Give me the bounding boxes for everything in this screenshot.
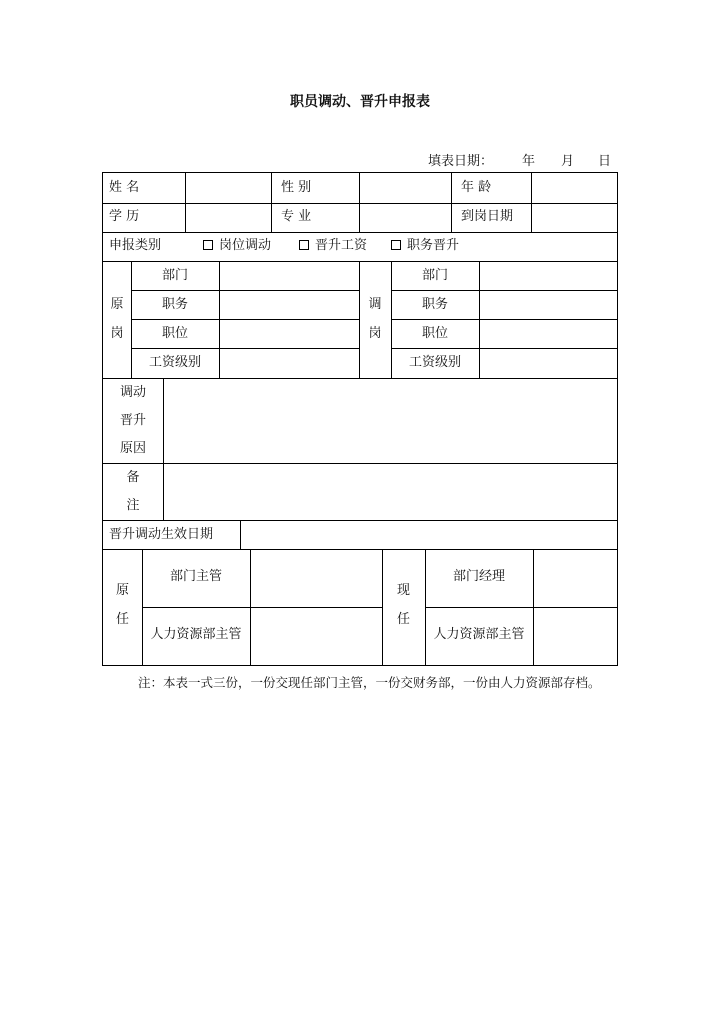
former-manager-label: 部门主管 [169,569,222,584]
checkbox-icon[interactable] [203,240,213,250]
education-label: 学 历 [109,209,140,224]
reason-label-3: 原因 [119,441,146,456]
effective-date-label: 晋升调动生效日期 [109,527,214,542]
option-salary-promotion[interactable]: 晋升工资 [299,238,367,254]
major-label: 专 业 [281,209,312,224]
current-manager-label: 部门经理 [452,569,505,584]
former-label-2: 任 [115,612,129,627]
age-label: 年 龄 [461,180,492,195]
reason-label-1: 调动 [119,385,146,400]
fill-date-label: 填表日期： [428,154,494,169]
original-post-label-1: 原 [110,297,124,312]
new-duty-label: 职务 [421,297,448,312]
remark-label-1: 备 [126,470,140,485]
gender-label: 性 别 [281,180,312,195]
original-dept-label: 部门 [161,268,188,283]
date-year-label: 年 [522,154,536,169]
reason-label-2: 晋升 [119,413,146,428]
option-title-promotion[interactable]: 职务晋升 [391,238,459,254]
checkbox-icon[interactable] [299,240,309,250]
new-post-label-2: 岗 [368,326,382,341]
new-dept-label: 部门 [421,268,448,283]
former-label-1: 原 [115,583,129,598]
form-table [102,172,618,666]
arrival-date-label: 到岗日期 [461,209,514,224]
date-month-label: 月 [561,154,575,169]
checkbox-icon[interactable] [391,240,401,250]
date-day-label: 日 [598,154,612,169]
current-label-2: 任 [396,612,410,627]
new-position-label: 职位 [421,326,448,341]
original-post-label-2: 岗 [110,326,124,341]
current-hr-label: 人力资源部主管 [433,627,525,642]
original-duty-label: 职务 [161,297,188,312]
current-label-1: 现 [396,583,410,598]
form-title: 职员调动、晋升申报表 [290,94,430,110]
new-post-label-1: 调 [368,297,382,312]
original-salary-grade-label: 工资级别 [148,355,201,370]
apply-type-label: 申报类别 [109,238,162,253]
new-salary-grade-label: 工资级别 [408,355,461,370]
name-label: 姓 名 [109,180,140,195]
former-hr-label: 人力资源部主管 [150,627,242,642]
footnote: 注：本表一式三份，一份交现任部门主管，一份交财务部，一份由人力资源部存档。 [138,675,601,690]
original-position-label: 职位 [161,326,188,341]
option-post-transfer[interactable]: 岗位调动 [203,238,271,254]
fill-date-row [400,150,620,169]
remark-label-2: 注 [126,498,140,513]
